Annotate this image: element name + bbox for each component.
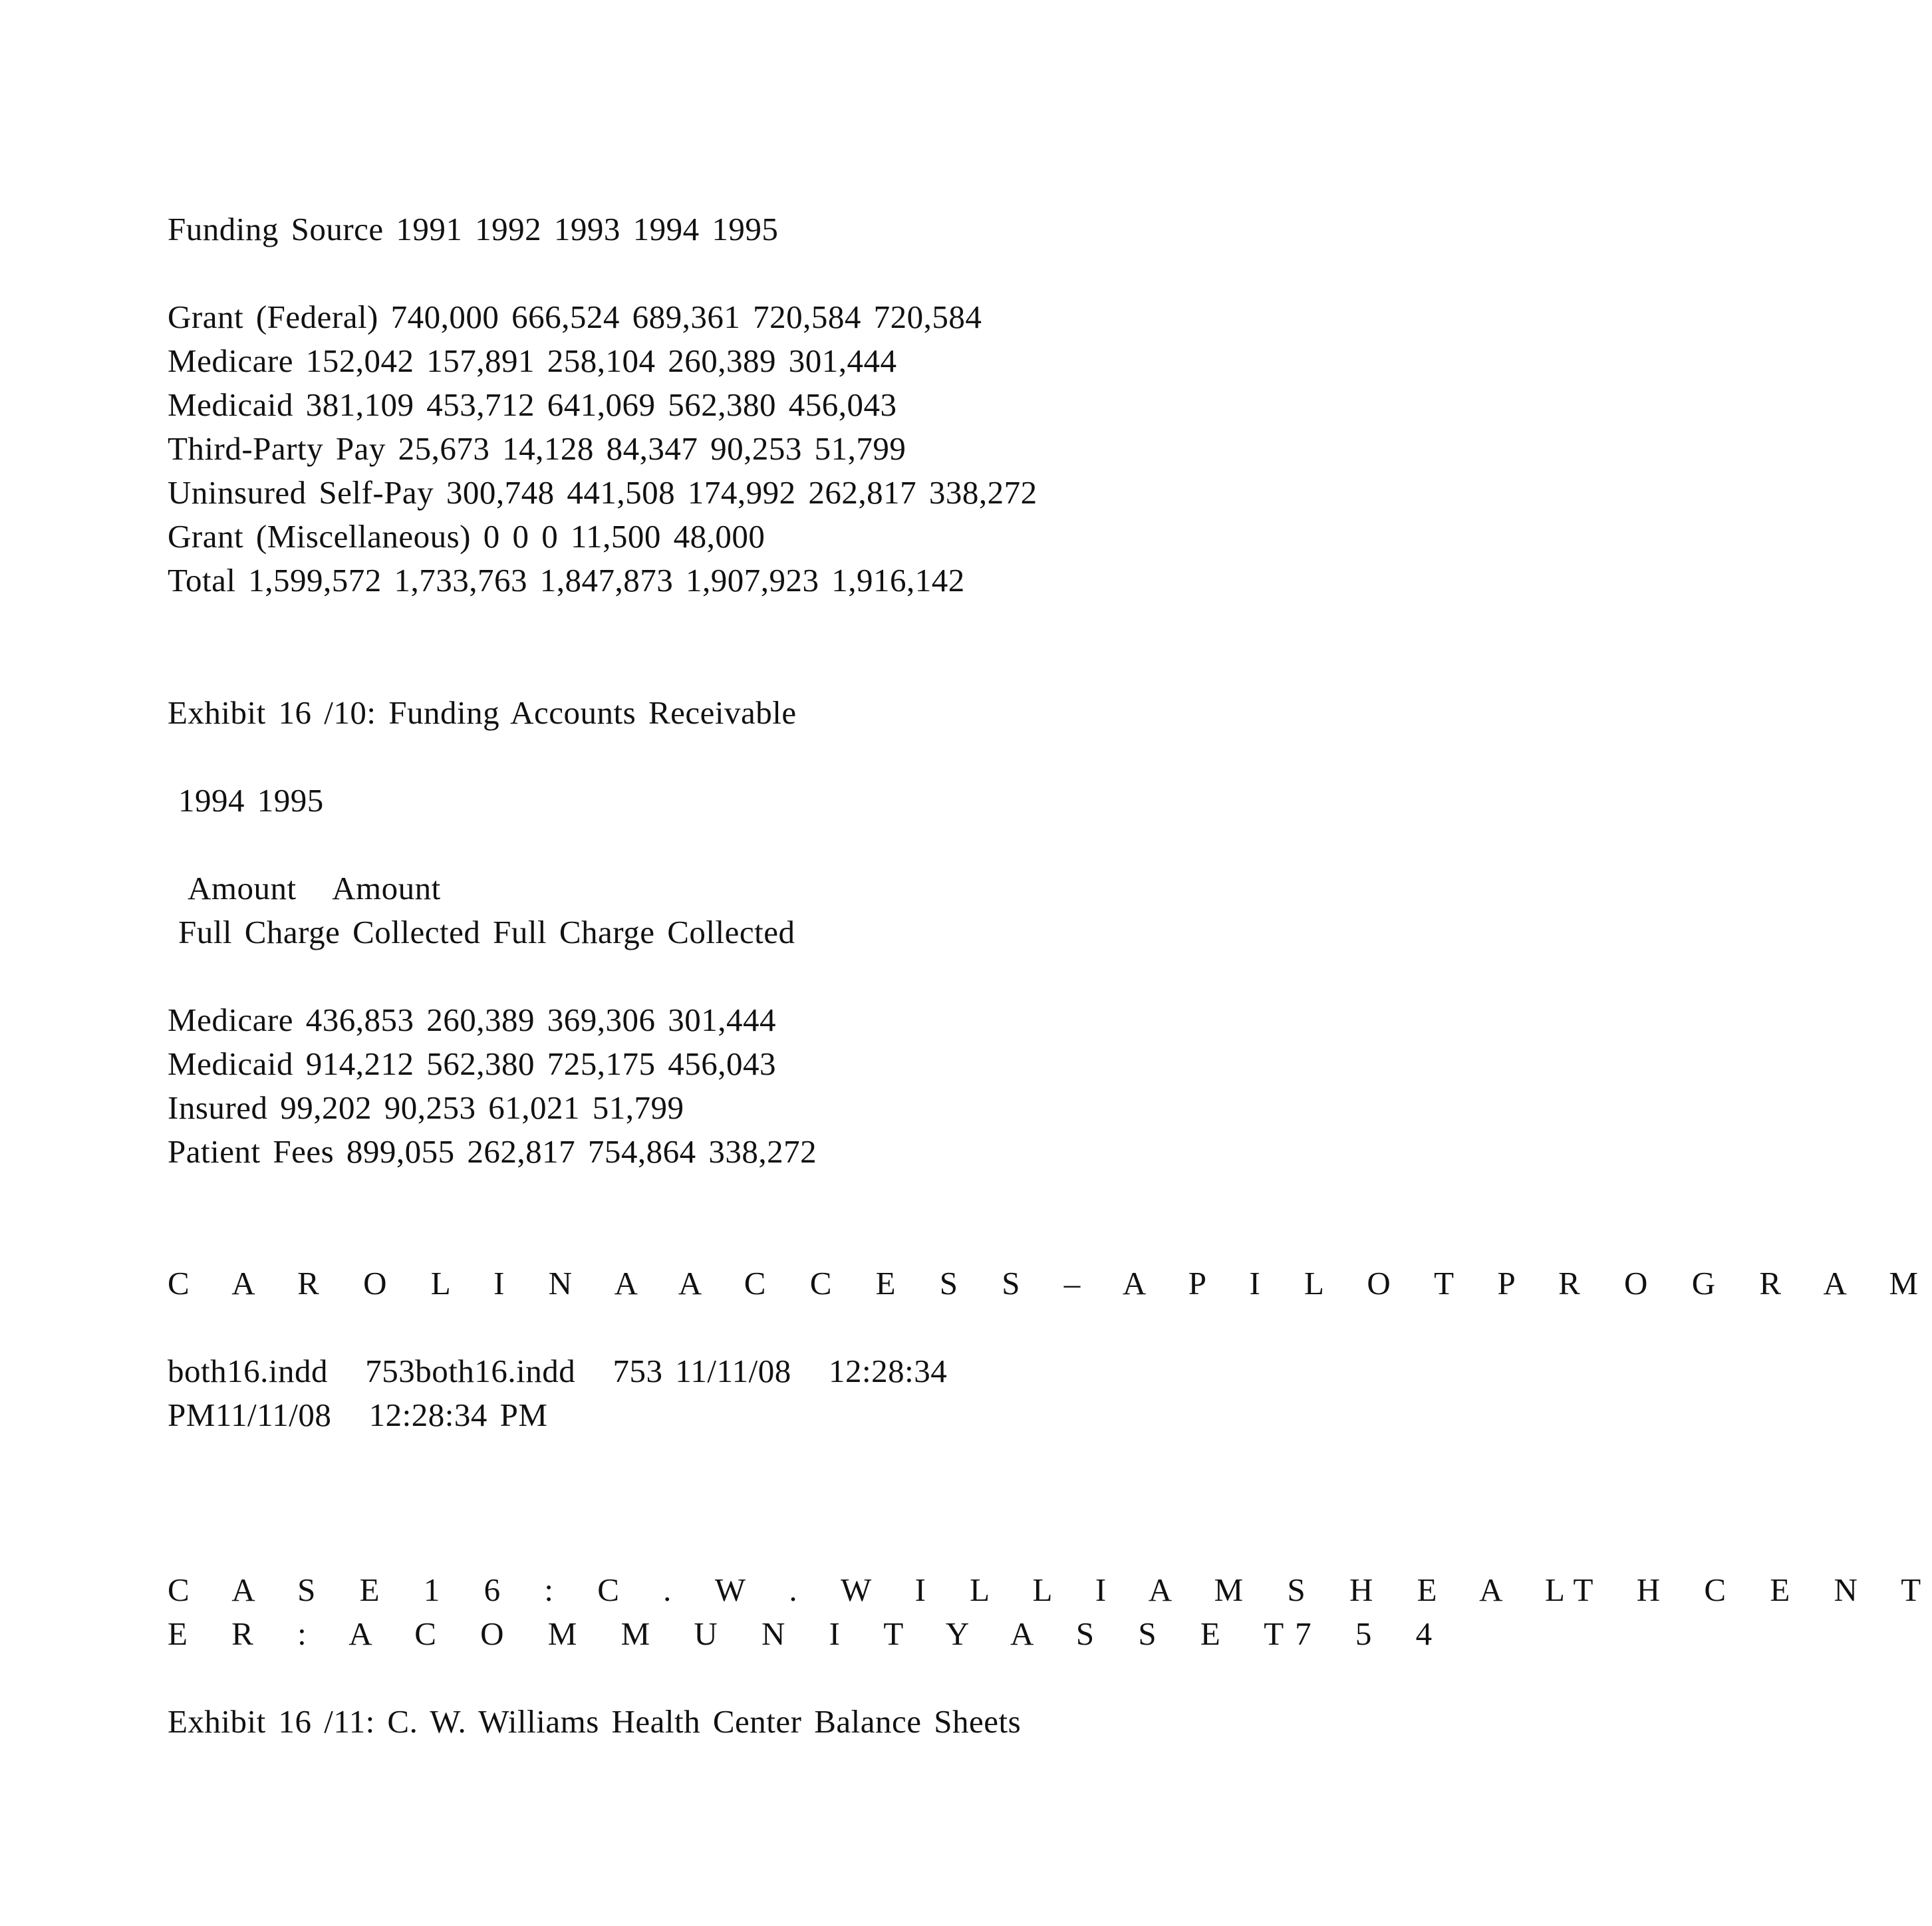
table-row: Insured 99,202 90,253 61,021 51,799 <box>168 1089 684 1126</box>
funding-table-header: Funding Source 1991 1992 1993 1994 1995 <box>168 211 779 247</box>
table-row: Grant (Federal) 740,000 666,524 689,361 720,584 720,584 <box>168 299 982 335</box>
slug-line: PM11/11/08 12:28:34 PM <box>168 1397 548 1433</box>
table-row: Patient Fees 899,055 262,817 754,864 338,272 <box>168 1133 817 1170</box>
table-row: Uninsured Self-Pay 300,748 441,508 174,992 262,817 338,272 <box>168 474 1037 511</box>
table-row: Medicare 436,853 260,389 369,306 301,444 <box>168 1002 776 1038</box>
exhibit-10-amount-header: Amount Amount <box>188 870 441 906</box>
table-row: Grant (Miscellaneous) 0 0 0 11,500 48,000 <box>168 518 765 555</box>
table-row: Medicaid 381,109 453,712 641,069 562,380 456,043 <box>168 386 897 423</box>
table-row-total: Total 1,599,572 1,733,763 1,847,873 1,907,923 1,916,142 <box>168 562 965 599</box>
running-head: C A R O L I N A A C C E S S – A P I L O T P R O G R A M <box>168 1265 1930 1302</box>
table-row: Medicaid 914,212 562,380 725,175 456,043 <box>168 1045 777 1082</box>
exhibit-11-title: Exhibit 16 /11: C. W. Williams Health Center Balance Sheets <box>168 1703 1022 1740</box>
running-head: E R : A C O M M U N I T Y A S S E T7 5 4 <box>168 1615 1444 1652</box>
exhibit-10-columns-header: Full Charge Collected Full Charge Collected <box>178 914 795 950</box>
slug-line: both16.indd 753both16.indd 753 11/11/08 12:28:34 <box>168 1353 948 1389</box>
table-row: Medicare 152,042 157,891 258,104 260,389 301,444 <box>168 343 897 379</box>
table-row: Third-Party Pay 25,673 14,128 84,347 90,253 51,799 <box>168 430 906 467</box>
exhibit-10-title: Exhibit 16 /10: Funding Accounts Receivable <box>168 694 797 731</box>
running-head: C A S E 1 6 : C . W . W I L L I A M S H E A LT H C E N T <box>168 1572 1932 1608</box>
exhibit-10-years: 1994 1995 <box>178 782 324 819</box>
